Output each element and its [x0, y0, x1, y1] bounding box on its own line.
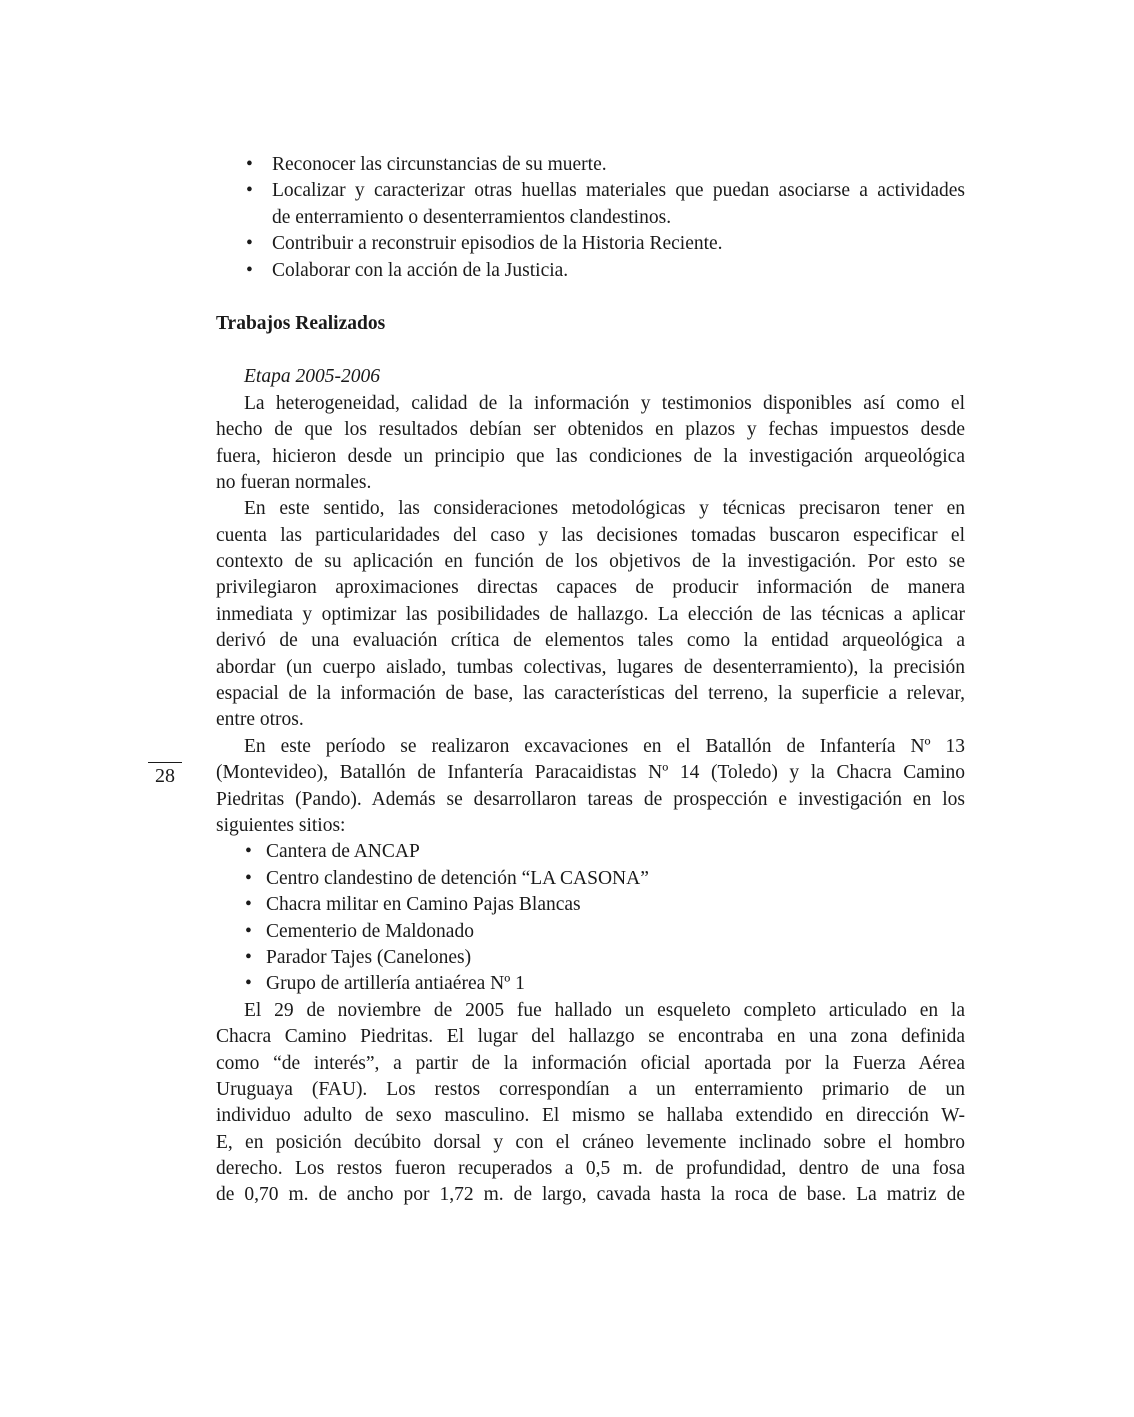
- bullet-icon: •: [245, 867, 252, 889]
- section-heading: Trabajos Realizados: [216, 312, 386, 334]
- paragraph: El 29 de noviembre de 2005 fue hallado un esqueleto completo articulado en la Chacra Camino Piedritas. El lugar del hallazgo se encontraba en una zona definida como “de interés”, a partir de la información oficial aportada por la Fuerza Aérea Uruguaya (FAU). Los restos correspondían a un enterramiento primario de un individuo adulto de sexo masculino. El mismo se hallaba extendido en dirección W- E, en posición decúbito dorsal y con el cráneo levemente inclinado sobre el hombro derecho. Los restos fueron recuperados a 0,5 m. de profundidad, dentro de una fosa de 0,70 m. de ancho por 1,72 m. de largo, cavada hasta la roca de base. La matriz de: [216, 999, 965, 1206]
- page-number: 28: [148, 762, 182, 789]
- objectives-list: [216, 152, 965, 284]
- paragraph: La heterogeneidad, calidad de la información y testimonios disponibles así como el hecho de que los resultados debían ser obtenidos en plazos y fechas impuestos desde fuera, hicieron desde un principio que las condiciones de la investigación arqueológica no fueran normales.: [216, 392, 965, 493]
- bullet-icon: •: [245, 920, 252, 942]
- bullet-icon: •: [245, 841, 252, 863]
- list-item: • Cementerio de Maldonado: [216, 919, 965, 945]
- list-item-continuation: de enterramiento o desenterramientos clandestinos.: [272, 206, 672, 228]
- bullet-icon: •: [246, 233, 253, 255]
- paragraph: En este período se realizaron excavaciones en el Batallón de Infantería Nº 13 (Montevideo), Batallón de Infantería Paracaidistas Nº 14 (Toledo) y la Chacra Camino Piedritas (Pando). Además se desarrollaron tareas de prospección e investigación en los siguientes sitios:: [216, 735, 965, 836]
- bullet-icon: •: [245, 946, 252, 968]
- stage-title: Etapa 2005-2006: [244, 366, 380, 388]
- bullet-icon: •: [245, 894, 252, 916]
- page-body: [216, 152, 965, 1209]
- list-item: • Cantera de ANCAP: [216, 839, 965, 865]
- list-item: • Reconocer las circunstancias de su muerte.: [216, 152, 965, 178]
- sites-list: [216, 839, 965, 997]
- paragraph: En este sentido, las consideraciones metodológicas y técnicas precisaron tener en cuenta las particularidades del caso y las decisiones tomadas buscaron especificar el contexto de su aplicación en función de los objetivos de la investigación. Por esto se privilegiaron aproximaciones directas capaces de producir información de manera inmediata y optimizar las posibilidades de hallazgo. La elección de las técnicas a aplicar derivó de una evaluación crítica de elementos tales como la entidad arqueológica a abordar (un cuerpo aislado, tumbas colectivas, lugares de desenterramiento), la precisión espacial de la información de base, las características del terreno, la superficie a relevar, entre otros.: [216, 498, 965, 731]
- list-item: • Colaborar con la acción de la Justicia.: [216, 258, 965, 284]
- list-item: • Localizar y caracterizar otras huellas materiales que puedan asociarse a actividades: [216, 178, 965, 204]
- bullet-icon: •: [246, 154, 253, 175]
- list-item: • Centro clandestino de detención “LA CASONA”: [216, 866, 965, 892]
- bullet-icon: •: [246, 259, 253, 281]
- list-item: • Grupo de artillería antiaérea Nº 1: [216, 971, 965, 997]
- bullet-icon: •: [245, 973, 252, 995]
- list-item: • Contribuir a reconstruir episodios de la Historia Reciente.: [216, 231, 965, 257]
- list-item: • Parador Tajes (Canelones): [216, 945, 965, 971]
- bullet-icon: •: [246, 180, 253, 202]
- list-item: • Chacra militar en Camino Pajas Blancas: [216, 892, 965, 918]
